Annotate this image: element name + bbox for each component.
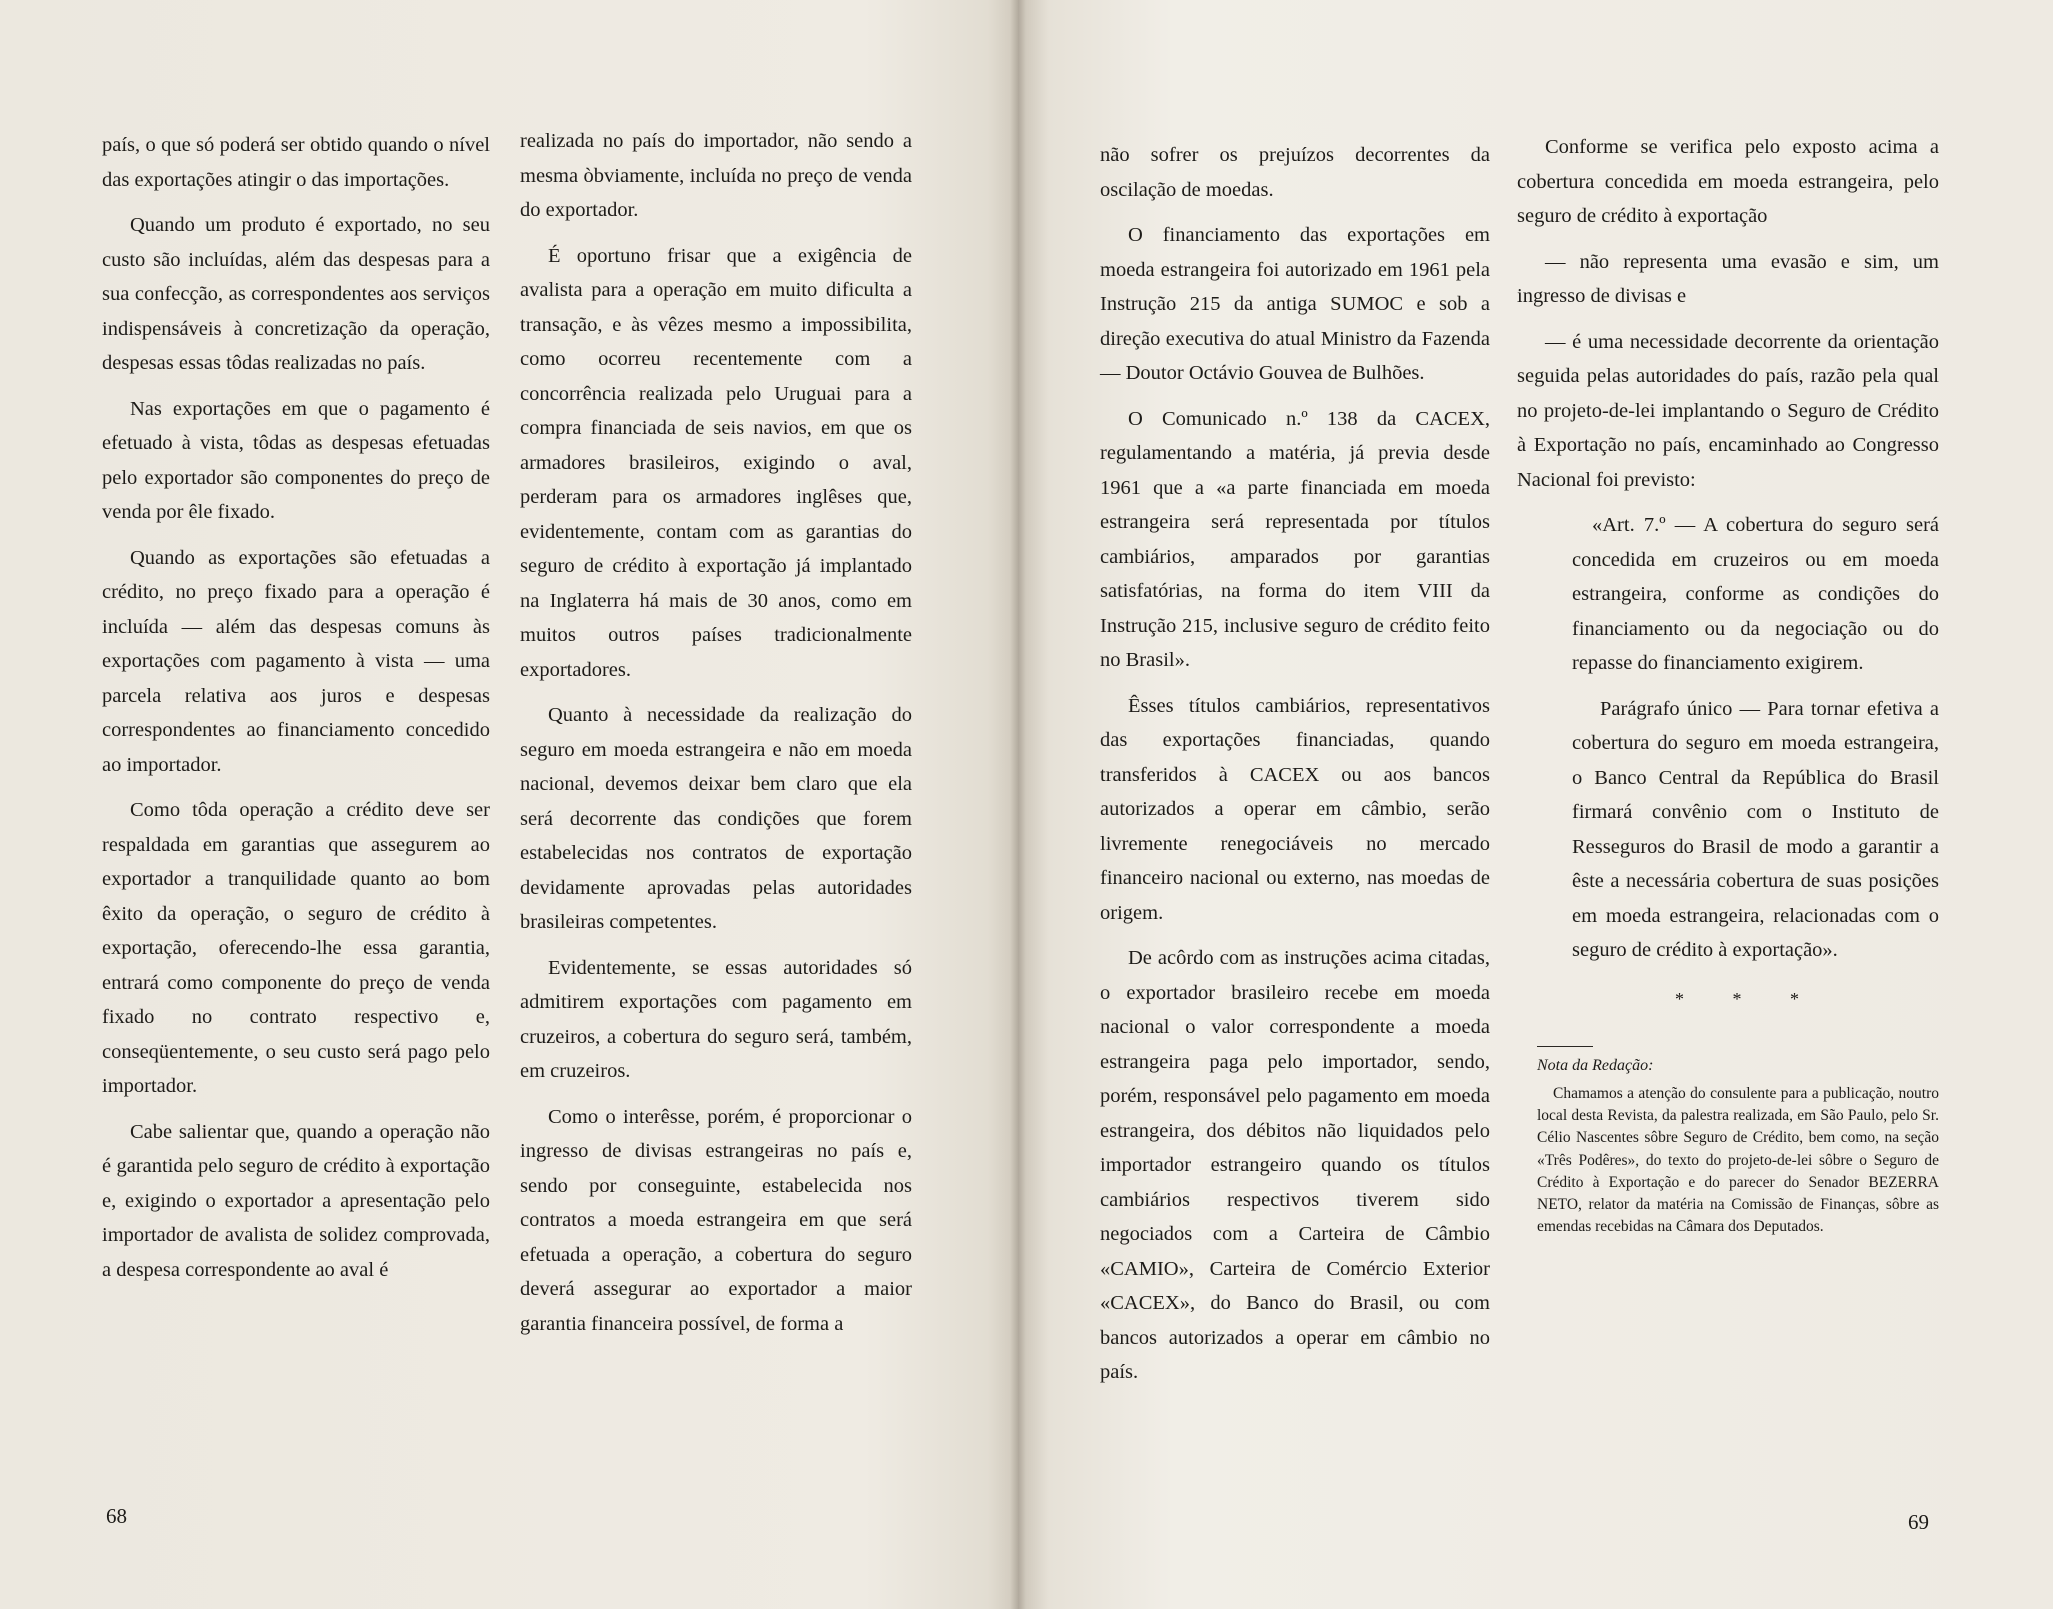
paragraph: Quando as exportações são efetuadas a crédito, no preço fixado para a operação é incluída — além das despesas comuns às exportações com pagamento à vista — uma parcela relativa aos juros e despesas correspondentes ao financiamento concedido ao importador. bbox=[102, 546, 490, 776]
paragraph: O Comunicado n.º 138 da CACEX, regulamentando a matéria, já previa desde 1961 que a «a parte financiada em moeda estrangeira será representada por títulos cambiários, amparados por garantias satisfatórias, na forma do item VIII da Instrução 215, inclusive seguro de crédito feito no Brasil». bbox=[1100, 407, 1490, 671]
book-gutter bbox=[1010, 0, 1026, 1609]
paragraph: país, o que só poderá ser obtido quando o nível das exportações atingir o das importações. bbox=[102, 134, 490, 191]
section-separator: * * * bbox=[1675, 988, 1821, 1009]
paragraph: Evidentemente, se essas autoridades só admitirem exportações com pagamento em cruzeiros, a cobertura do seguro será, também, em cruzeiros. bbox=[520, 956, 912, 1082]
paragraph: Quando um produto é exportado, no seu custo são incluídas, além das despesas para a sua confecção, as correspondentes aos serviços indispensáveis à concretização da operação, despesas essas tôdas realizadas no país. bbox=[102, 214, 490, 374]
page-number-left: 68 bbox=[106, 1504, 127, 1528]
paragraph: De acôrdo com as instruções acima citadas, o exportador brasileiro recebe em moeda nacional o valor correspondente a moeda estrangeira paga pelo importador, sendo, porém, responsável pelo pagamento em moeda estrangeira, dos débitos não liquidados pelo importador estrangeiro quando os títulos cambiários respectivos tiverem sido negociados com a Carteira de Câmbio «CAMIO», Carteira de Comércio Exterior «CACEX», do Banco do Brasil, ou com bancos autorizados a operar em câmbio no país. bbox=[1100, 947, 1490, 1383]
left-column-1 bbox=[102, 128, 490, 1298]
page-number-right: 69 bbox=[1908, 1510, 1929, 1534]
right-column-1 bbox=[1100, 138, 1490, 1401]
note-text: Chamamos a atenção do consulente para a publicação, noutro local desta Revista, da palestra realizada, em São Paulo, pelo Sr. Célio Nascentes sôbre Seguro de Crédito, bem como, na seção «Três Podêres», do texto do projeto-de-lei sôbre o Seguro de Crédito à Exportação e do parecer do Senador BEZERRA NETO, relator da matéria na Comissão de Finanças, sôbre as emendas recebidas na Câmara dos Deputados. bbox=[1537, 1085, 1939, 1236]
paragraph: Êsses títulos cambiários, representativos das exportações financiadas, quando transferidos à CACEX ou aos bancos autorizados a operar em câmbio, serão livremente renegociáveis no mercado financeiro nacional ou externo, nas moedas de origem. bbox=[1100, 694, 1490, 924]
paragraph: realizada no país do importador, não sendo a mesma òbviamente, incluída no preço de venda do exportador. bbox=[520, 130, 912, 221]
quoted-article: «Art. 7.º — A cobertura do seguro será concedida em cruzeiros ou em moeda estrangeira, conforme as condições do financiamento ou da negociação ou do repasse do financiamento exigirem. bbox=[1572, 514, 1939, 674]
paragraph: Cabe salientar que, quando a operação não é garantida pelo seguro de crédito à exportação e, exigindo o exportador a apresentação pelo importador de avalista de solidez comprovada, a despesa correspondente ao aval é bbox=[102, 1120, 490, 1281]
list-item: — não representa uma evasão e sim, um ingresso de divisas e bbox=[1517, 250, 1939, 307]
paragraph: Quanto à necessidade da realização do seguro em moeda estrangeira e não em moeda nacional, devemos deixar bem claro que ela será decorrente das condições que forem estabelecidas nos contratos de exportação devidamente aprovadas pelas autoridades brasileiras competentes. bbox=[520, 704, 912, 933]
paragraph: O financiamento das exportações em moeda estrangeira foi autorizado em 1961 pela Instrução 215 da antiga SUMOC e sob a direção executiva do atual Ministro da Fazenda — Doutor Octávio Gouvea de Bulhões. bbox=[1100, 224, 1490, 384]
left-page bbox=[0, 0, 1018, 1609]
right-column-2 bbox=[1517, 130, 1939, 1238]
paragraph: Conforme se verifica pelo exposto acima a cobertura concedida em moeda estrangeira, pelo seguro de crédito à exportação bbox=[1517, 136, 1939, 227]
left-column-2 bbox=[520, 124, 912, 1352]
note-divider bbox=[1537, 1046, 1593, 1047]
note-title: Nota da Redação: bbox=[1537, 1057, 1654, 1074]
paragraph: não sofrer os prejuízos decorrentes da oscilação de moedas. bbox=[1100, 144, 1490, 201]
paragraph: Como tôda operação a crédito deve ser respaldada em garantias que assegurem ao exportador a tranquilidade quanto ao bom êxito da operação, o seguro de crédito à exportação, oferecendo-lhe essa garantia, entrará como componente do preço de venda fixado no contrato respectivo e, conseqüentemente, o seu custo será pago pelo importador. bbox=[102, 799, 490, 1097]
quoted-paragraph: Parágrafo único — Para tornar efetiva a cobertura do seguro em moeda estrangeira, o Banco Central da República do Brasil firmará convênio com o Instituto de Resseguros do Brasil de modo a garantir a êste a necessária cobertura de suas posições em moeda estrangeira, relacionadas com o seguro de crédito à exportação». bbox=[1572, 697, 1939, 961]
paragraph: Nas exportações em que o pagamento é efetuado à vista, tôdas as despesas efetuadas pelo exportador são componentes do preço de venda por êle fixado. bbox=[102, 397, 490, 523]
paragraph: Como o interêsse, porém, é proporcionar o ingresso de divisas estrangeiras no país e, sendo por conseguinte, estabelecida nos contratos a moeda estrangeira em que será efetuada a operação, a cobertura do seguro deverá assegurar ao exportador a maior garantia financeira possível, de forma a bbox=[520, 1105, 912, 1335]
list-item: — é uma necessidade decorrente da orientação seguida pelas autoridades do país, razão pela qual no projeto-de-lei implantando o Seguro de Crédito à Exportação no país, encaminhado ao Congresso Nacional foi previsto: bbox=[1517, 330, 1939, 491]
paragraph: É oportuno frisar que a exigência de avalista para a operação em muito dificulta a transação, e às vêzes mesmo a impossibilita, como ocorreu recentemente com a concorrência realizada pelo Uruguai para a compra financiada de seis navios, em que os armadores brasileiros, exigindo o aval, perderam para os armadores inglêses que, evidentemente, contam com as garantias do seguro de crédito à exportação já implantado na Inglaterra há mais de 30 anos, como em muitos outros países tradicionalmente exportadores. bbox=[520, 244, 912, 681]
